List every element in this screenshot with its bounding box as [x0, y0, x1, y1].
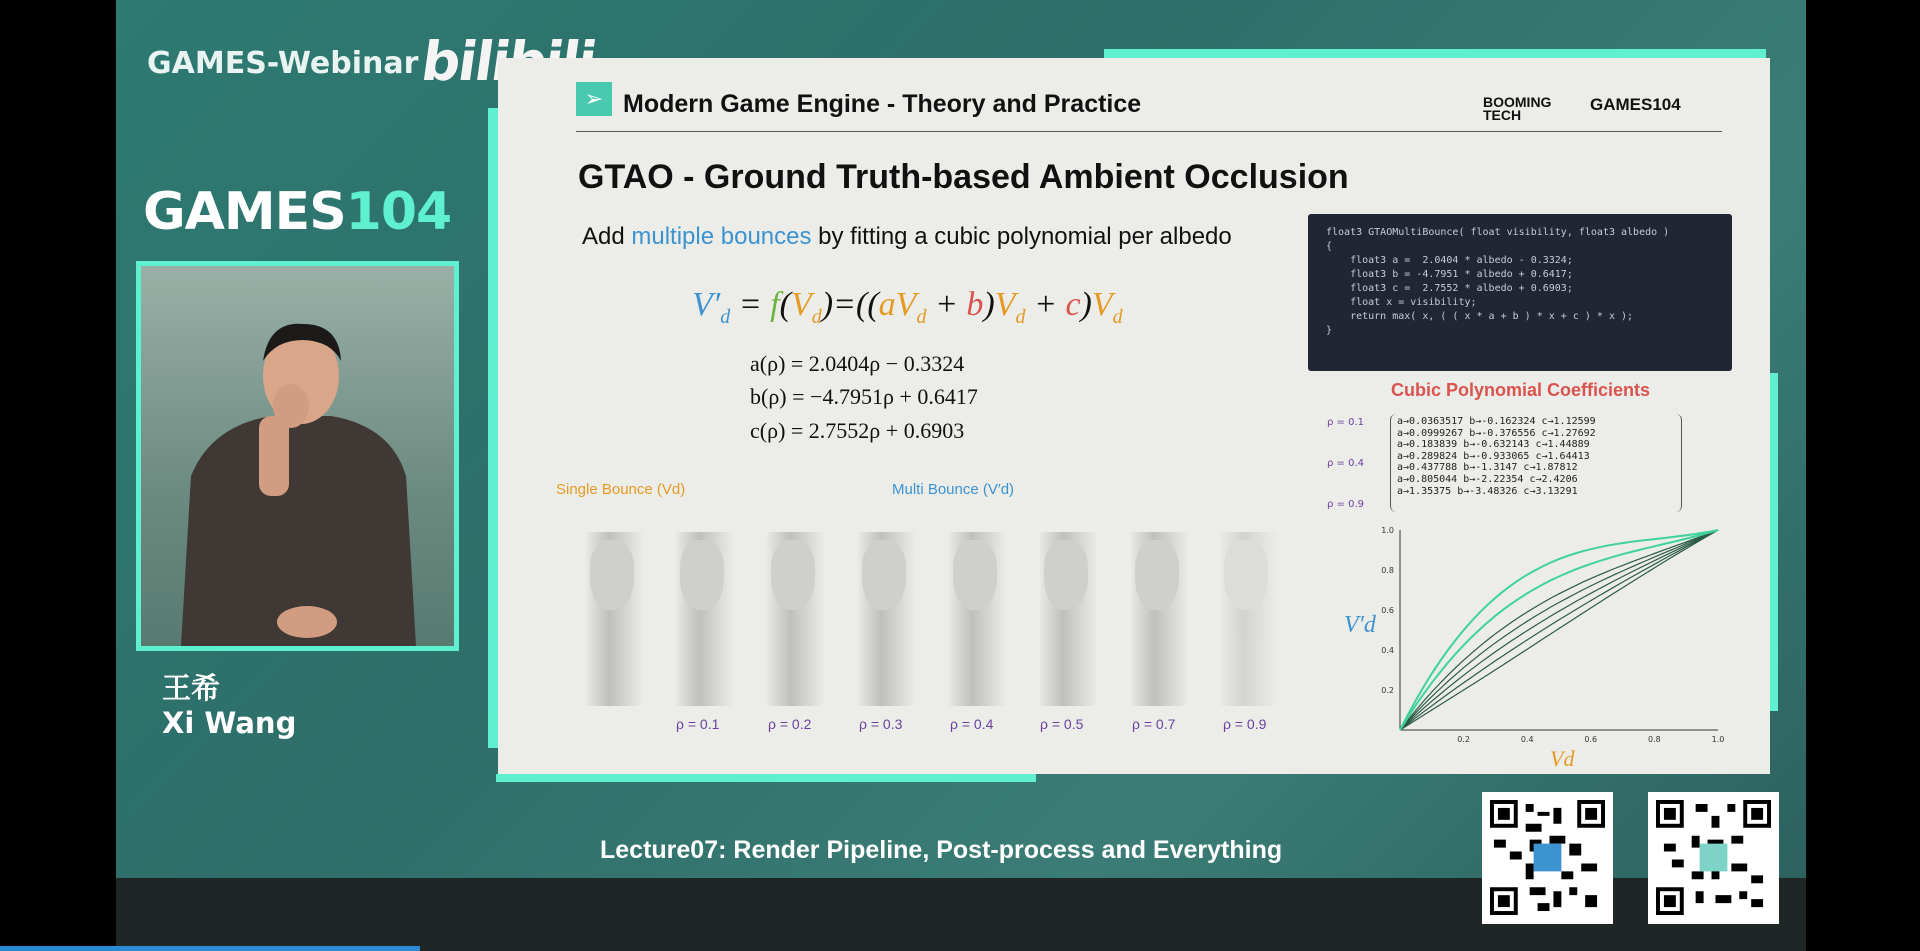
slide-subtitle: [582, 223, 1232, 251]
bust-image: [767, 532, 825, 706]
plot-y-label: V′d: [1344, 612, 1376, 638]
qr-icon: [1490, 800, 1605, 915]
subtitle-post: by fitting a cubic polynomial per albedo: [811, 223, 1232, 250]
coef-c: c(ρ) = 2.7552ρ + 0.6903: [750, 418, 965, 443]
speaker-camera: [136, 261, 459, 651]
rho-label: ρ = 0.3: [859, 716, 903, 732]
coef-table-title: Cubic Polynomial Coefficients: [1391, 380, 1651, 400]
code-line: }: [1326, 325, 1333, 336]
plot-x-tick: 1.0: [1711, 735, 1725, 742]
plot-y-tick: 0.8: [1381, 566, 1394, 575]
rho-label: ρ = 0.7: [1132, 716, 1176, 732]
matrix-row: a→0.183839 b→-0.632143 c→1.44889: [1397, 439, 1590, 451]
matrix-row: a→0.289824 b→-0.933065 c→1.64413: [1397, 450, 1590, 462]
multibounce-plot: [1340, 520, 1730, 742]
plot-x-label: Vd: [1550, 746, 1575, 771]
plot-x-tick: 0.8: [1648, 735, 1661, 742]
bust-image: [1220, 532, 1278, 706]
matrix-row: a→1.35375 b→-3.48326 c→3.13291: [1397, 485, 1578, 497]
single-bounce-label: Single Bounce (Vd): [556, 481, 686, 498]
subtitle-pre: Add: [582, 223, 632, 250]
booming-line2: TECH: [1483, 107, 1522, 123]
speaker-figure: [141, 266, 454, 646]
matrix-row: a→0.0363517 b→-0.162324 c→1.12599: [1397, 416, 1596, 427]
matrix-row: a→0.437788 b→-1.3147 c→1.87812: [1397, 462, 1578, 474]
plot-x-tick: 0.2: [1457, 735, 1470, 742]
speaker-name-cn: 王希: [162, 671, 221, 705]
matrix-rho-label: ρ = 0.1: [1327, 417, 1364, 428]
code-line: float3 c = 2.7552 * albedo + 0.6903;: [1326, 283, 1573, 294]
logo-text: GAMES: [143, 182, 346, 242]
rho-label: ρ = 0.5: [1040, 716, 1084, 732]
qr-code-games104[interactable]: [1648, 792, 1779, 924]
lecture-title: Lecture07: Render Pipeline, Post-process and Everything: [600, 836, 1283, 864]
rho-label: ρ = 0.2: [768, 716, 812, 732]
progress-bar[interactable]: [0, 946, 420, 951]
subtitle-highlight: multiple bounces: [631, 223, 812, 250]
rho-label: ρ = 0.9: [1223, 716, 1267, 732]
accent-stripe-top: [1104, 49, 1766, 58]
matrix-rho-label: ρ = 0.4: [1327, 458, 1364, 469]
bust-image-single: [586, 532, 644, 706]
matrix-rho-label: ρ = 0.9: [1327, 499, 1364, 510]
paper-plane-icon: ➢: [576, 82, 612, 116]
code-line: float x = visibility;: [1326, 297, 1477, 308]
plot-x-tick: 0.6: [1584, 735, 1598, 742]
plot-y-tick: 0.4: [1381, 646, 1394, 655]
bust-image: [949, 532, 1007, 706]
bust-image: [858, 532, 916, 706]
accent-stripe-right: [1770, 373, 1778, 711]
matrix-row: a→0.0999267 b→-0.376556 c→1.27692: [1397, 427, 1596, 439]
multi-bounce-label: Multi Bounce (V′d): [892, 481, 1015, 498]
qr-code-games[interactable]: [1482, 792, 1613, 924]
code-line: float3 GTAOMultiBounce( float visibility, float3 albedo ): [1326, 227, 1670, 238]
webinar-brand: GAMES-Webinar: [147, 46, 419, 81]
coef-a: a(ρ) = 2.0404ρ − 0.3324: [750, 351, 965, 376]
code-snippet: [1308, 214, 1732, 371]
code-line: return max( x, ( ( x * a + b ) * x + c ) * x );: [1326, 311, 1634, 322]
code-line: float3 b = -4.7951 * albedo + 0.6417;: [1326, 269, 1573, 280]
accent-stripe-left: [488, 108, 498, 748]
speaker-name-en: Xi Wang: [162, 706, 297, 740]
matrix-row: a→0.805044 b→-2.22354 c→2.4206: [1397, 473, 1578, 485]
games104-small-logo: GAMES104: [1590, 95, 1681, 114]
plot-y-tick: 1.0: [1381, 526, 1394, 535]
logo-number: 104: [345, 182, 452, 242]
coef-b: b(ρ) = −4.7951ρ + 0.6417: [750, 384, 978, 409]
qr-icon: [1656, 800, 1771, 915]
code-line: {: [1326, 241, 1333, 252]
rho-label: ρ = 0.1: [676, 716, 720, 732]
plot-y-tick: 0.2: [1381, 686, 1394, 695]
booming-tech-logo: [1483, 96, 1551, 122]
games104-logo: [143, 182, 451, 242]
plot-y-tick: 0.6: [1381, 606, 1394, 615]
code-line: float3 a = 2.0404 * albedo - 0.3324;: [1326, 255, 1573, 266]
bust-image: [1040, 532, 1098, 706]
rho-label: ρ = 0.4: [950, 716, 994, 732]
bust-image: [1131, 532, 1189, 706]
bust-image: [676, 532, 734, 706]
course-title: Modern Game Engine - Theory and Practice: [623, 90, 1142, 118]
main-formula: $V'_d = f(V_d)=((aV_d + b)V_d + c)V_d$: [692, 286, 1123, 328]
accent-stripe-bottom: [496, 774, 1036, 782]
plot-x-tick: 0.4: [1520, 735, 1534, 742]
slide-title: GTAO - Ground Truth-based Ambient Occlusion: [578, 158, 1349, 196]
booming-line1: BOOMING: [1483, 94, 1552, 110]
coef-matrix: [1390, 414, 1682, 512]
